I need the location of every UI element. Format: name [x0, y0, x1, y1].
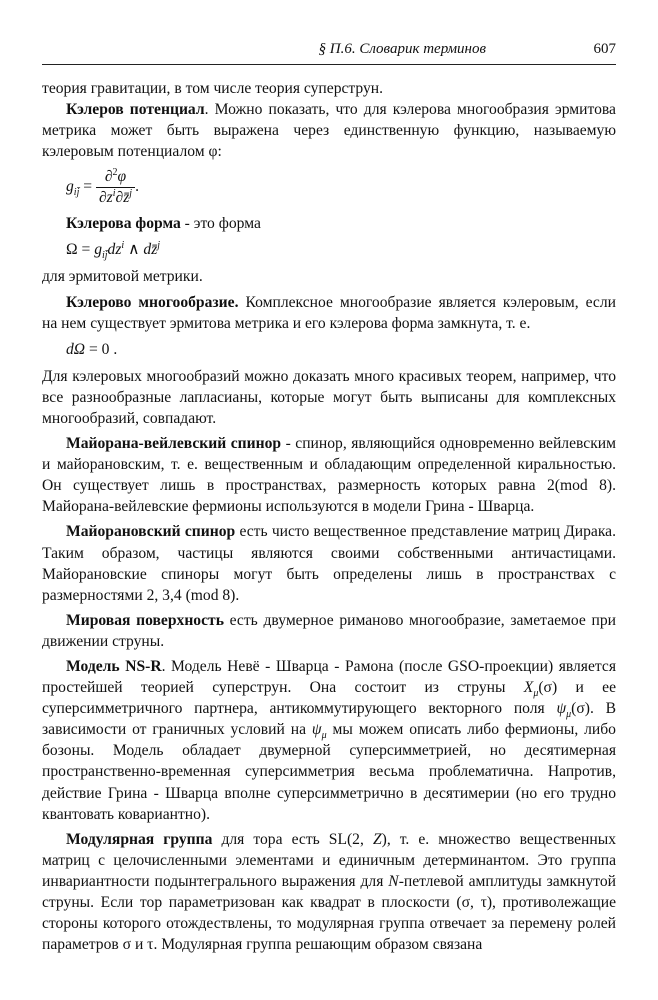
term-modular-group: Модулярная группа — [66, 830, 213, 848]
entry-body: есть чисто вещественное представление матриц Дирака. Таким образом, частицы являются своими собственными античастицами. Майорановские спиноры могут быть определены лишь в пространствах с размерностями 2, 3,4 (mod 8). — [42, 523, 617, 604]
entry-nsr-model: Модель NS-R. Модель Невё - Шварца - Рамона (после GSO-проекции) является простейшей теорией суперструн. Она состоит из струны $X_\mu(\sigma)$ и ее суперсимметричного партнера, антикоммутирующего векторного поля $\psi_\mu(\sigma)$. В зависимости от граничных условий на $\psi_\mu$ мы можем описать либо фермионы, либо бозоны. Модель обладает двумерной суперсимметрией, но десятимерная пространственно-временная суперсимметрия весьма проблематична. Напротив, действие Грина - Шварца вполне суперсимметрично в десятимерии (но его трудно квантовать ковариантно). — [42, 657, 617, 823]
term-majorana: Майорановский спинор — [66, 523, 236, 541]
term-nsr-model: Модель NS-R — [66, 657, 162, 675]
entry-kahler-potential — [42, 99, 616, 162]
entry-majorana-weyl — [42, 433, 616, 517]
formula-kahler-form: $\Omega = g_{ij̄}dz^i$ ∧ dz̄$^j$ — [66, 240, 161, 262]
paragraph-continuation: теория гравитации, в том числе теория суперструн. — [42, 80, 384, 97]
entry-kahler-form — [42, 213, 616, 234]
paragraph-hermitian: для эрмитовой метрики. — [42, 268, 203, 286]
entry-body: Комплексное многообразие является кэлеровым, если на нем существует эрмитова метрика и его кэлерова форма замкнута, т. е. — [42, 293, 616, 332]
entry-body: . Можно показать, что для кэлерова многообразия эрмитова метрика может быть выражена через единственную функцию, называемую кэлеровым потенциалом φ: — [42, 101, 616, 161]
running-title: § П.6. Словарик терминов — [318, 41, 486, 57]
entry-body: - спинор, являющийся одновременно вейлевским и майорановским, т. е. вещественным и обладающим определенной киральностью. Он существует лишь в пространствах, размерность которых равна 2(mod 8). Майорана-вейлевские фермионы используются в модели Грина - Шварца. — [42, 435, 616, 516]
entry-kahler-manifold — [42, 292, 616, 334]
entry-modular-group: Модулярная группа для тора есть SL(2, Z), т. е. множество вещественных матриц с целочисленными элементами и единичным детерминантом. Это группа инвариантности подынтегрального выражения для N-петлевой амплитуды замкнутой струны. Если тор параметризован как квадрат в плоскости (σ, τ), противолежащие стороны которого отождествлены, то модулярная группа отвечает за перемену ролей параметров σ и τ. Модулярная группа решающим образом связана — [42, 830, 616, 954]
entry-body: есть двумерное риманово многообразие, заметаемое при движении струны. — [42, 611, 616, 650]
term-kahler-potential: Кэлеров потенциал — [66, 101, 205, 119]
entry-body: - это форма — [180, 215, 261, 233]
page-content — [42, 78, 616, 955]
entry-majorana — [42, 521, 616, 605]
page-number: 607 — [593, 41, 616, 57]
formula-metric-potential: $g_{ij̄}$ = $\frac{\partial^2\varphi}{\partial z^i\partial z̄^j}$ . — [66, 167, 139, 207]
term-majorana-weyl: Майорана-вейлевский спинор — [66, 435, 282, 453]
entry-worldsheet — [42, 610, 616, 652]
fraction: $\frac{\partial^2\varphi}{\partial z^i\partial z̄^j}$ — [96, 167, 135, 208]
paragraph-theorems: Для кэлеровых многообразий можно доказать много красивых теорем, например, что все разнообразные лапласианы, которые могут быть выписаны для комплексных многообразий, совпадают. — [42, 367, 616, 427]
formula-closed-form: dΩ = 0 . — [66, 340, 118, 358]
page-header — [42, 40, 616, 65]
term-kahler-form: Кэлерова форма — [66, 215, 181, 233]
term-worldsheet: Мировая поверхность — [66, 611, 224, 629]
term-kahler-manifold: Кэлерово многообразие. — [66, 293, 239, 311]
